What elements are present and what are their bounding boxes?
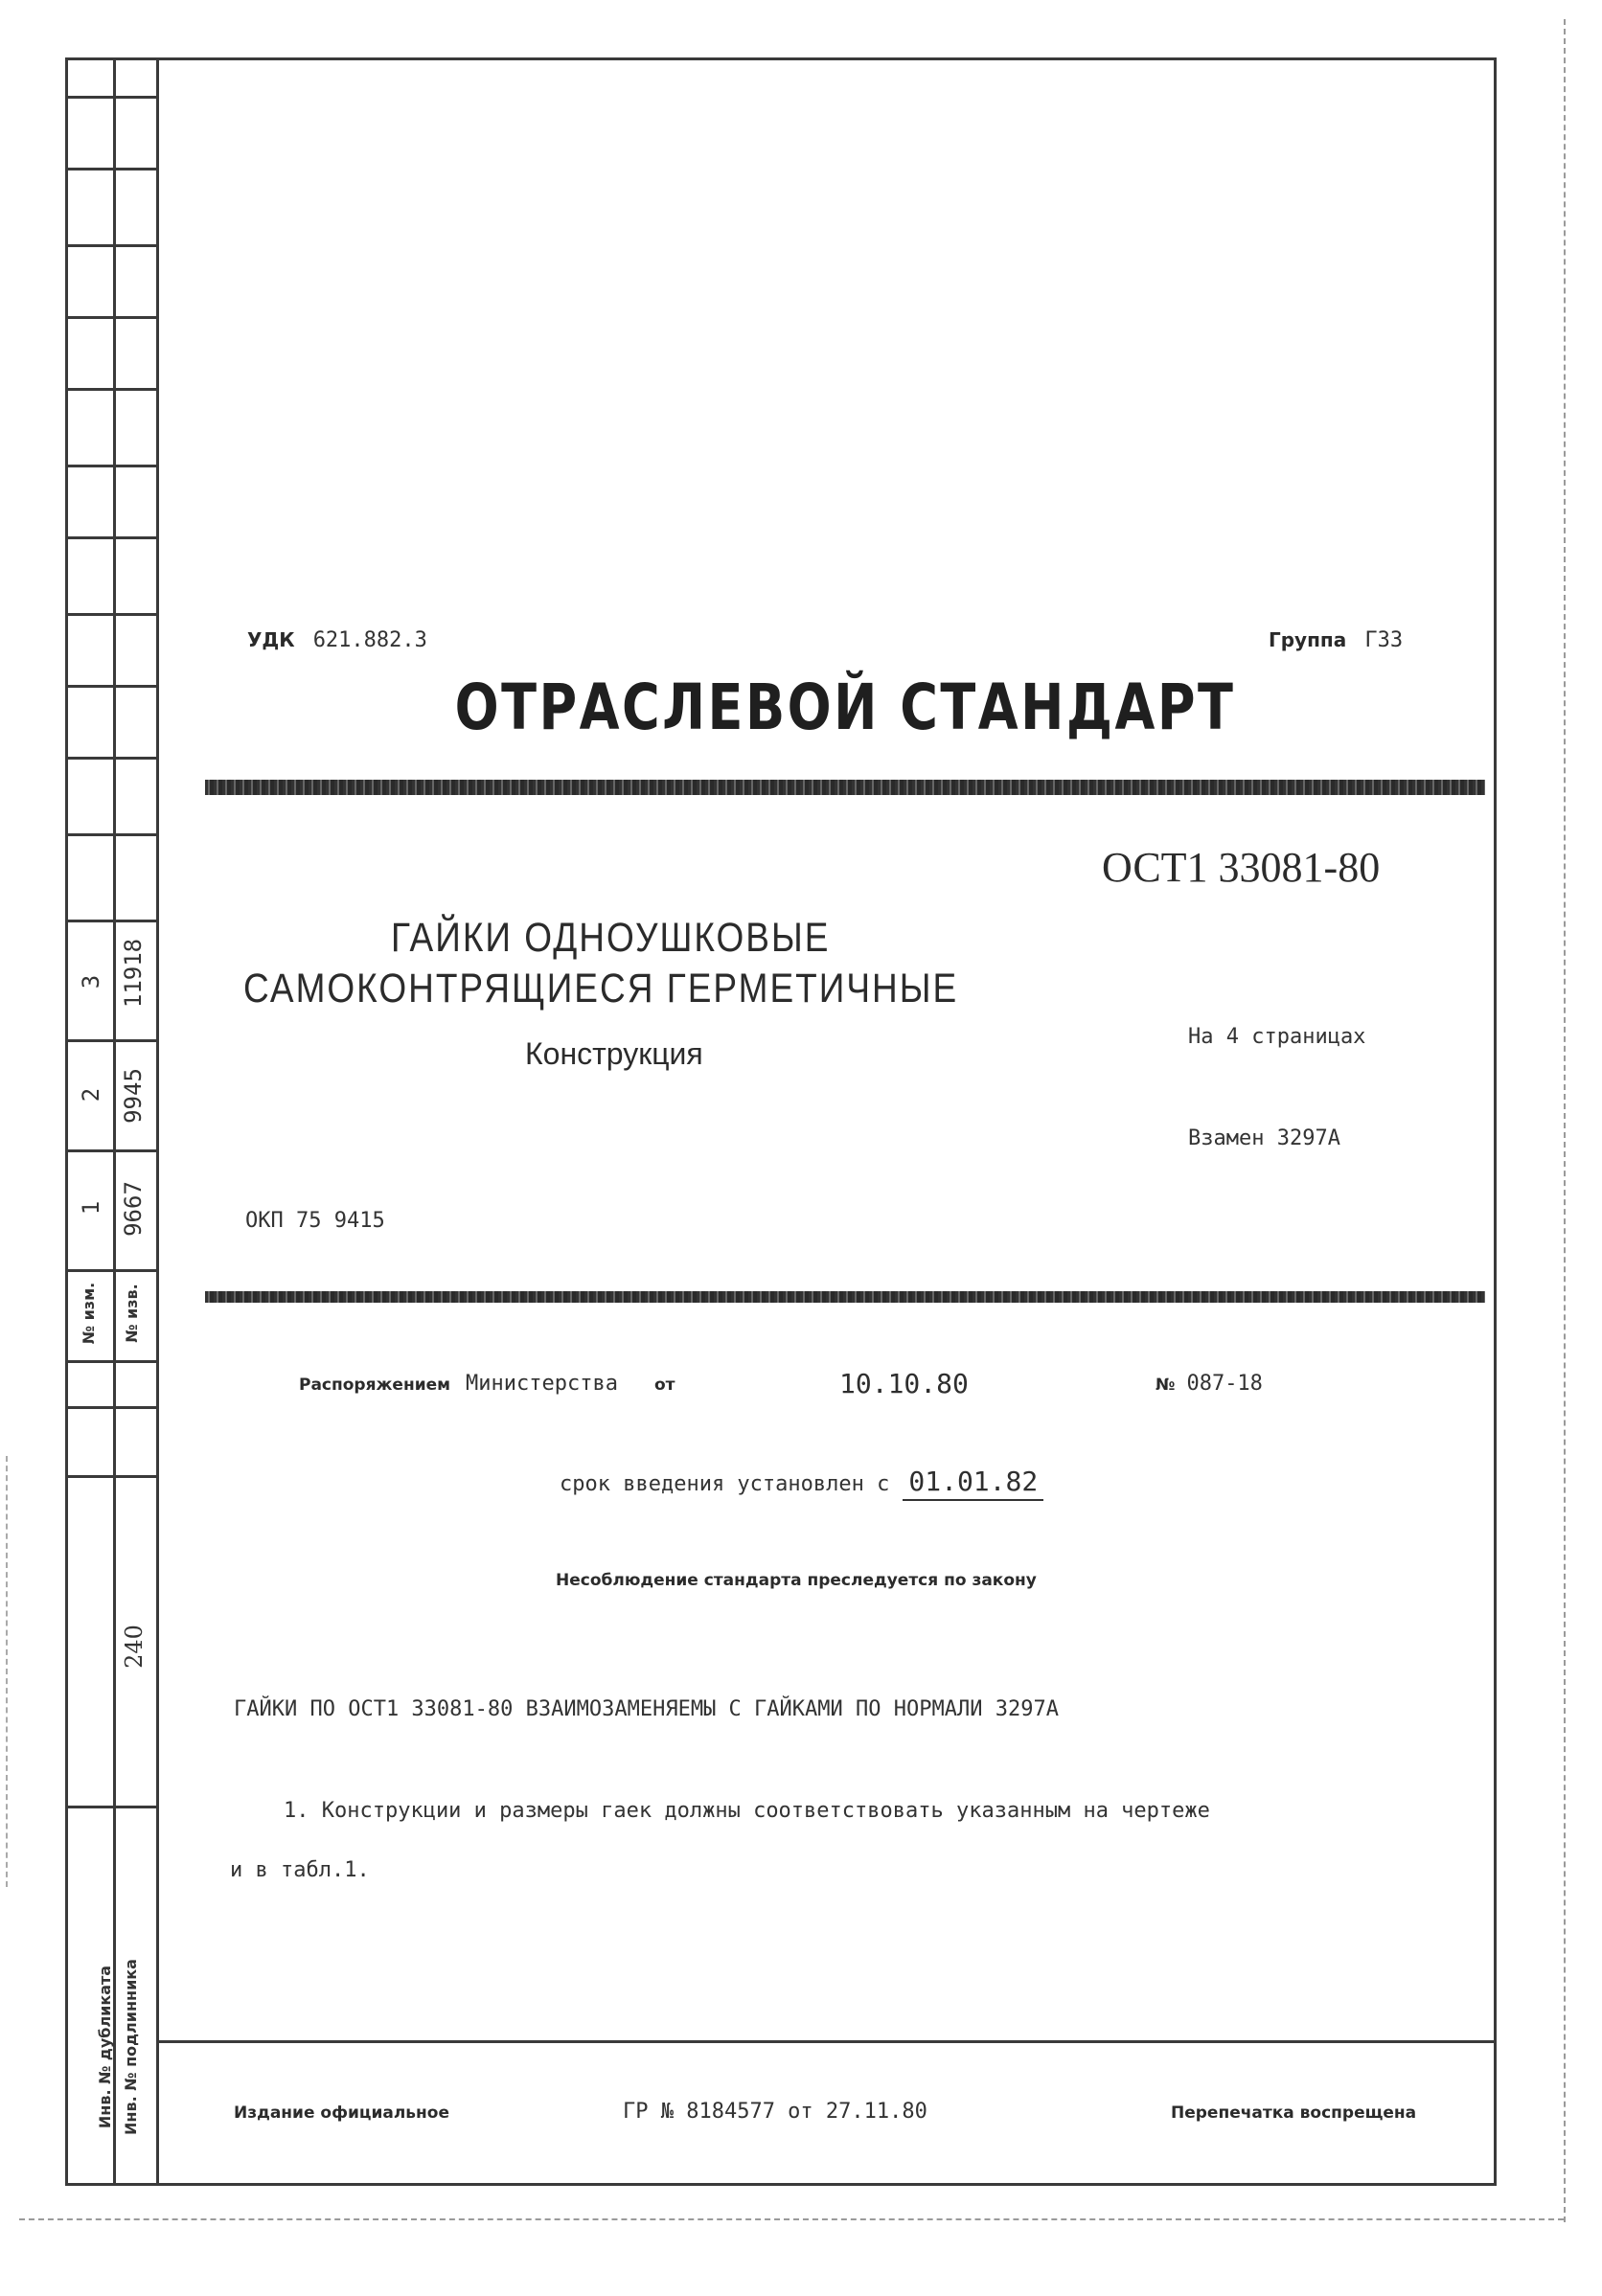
stamp-row-line [65, 1406, 156, 1409]
replaces-note: Взамен 3297А [1188, 1126, 1340, 1150]
standard-subtitle: Конструкция [525, 1036, 703, 1071]
standard-name-line1: ГАЙКИ ОДНОУШКОВЫЕ [391, 915, 831, 961]
paper-edge [6, 1456, 8, 1887]
inventory-original-value: 240 [121, 1625, 148, 1669]
stamp-row-line [65, 757, 156, 760]
revision-number: 1 [78, 1200, 104, 1216]
edition-note: Издание официальное [234, 2103, 450, 2123]
paragraph-1-line1: 1. Конструкции и размеры гаек должны соответствовать указанным на чертеже [284, 1799, 1210, 1823]
group-block [1269, 628, 1403, 652]
revision-number: 2 [78, 1087, 104, 1103]
page-count: На 4 страницах [1188, 1025, 1366, 1049]
revision-number: 3 [78, 974, 104, 989]
inventory-duplicate-label: Инв. № дубликата [96, 1965, 114, 2129]
legal-warning: Несоблюдение стандарта преследуется по закону [556, 1571, 1037, 1590]
effective-line [560, 1466, 1043, 1501]
approval-line [299, 1372, 675, 1396]
paragraph-1-line2: и в табл.1. [230, 1858, 370, 1882]
approval-number-label: № [1156, 1375, 1176, 1395]
notice-number: 9945 [120, 1068, 147, 1124]
stamp-column-divider [113, 57, 116, 2186]
approval-from-label: от [654, 1375, 675, 1395]
stamp-row-line [65, 833, 156, 836]
udk-value: 621.882.3 [312, 628, 427, 652]
stamp-row-line [65, 388, 156, 391]
revision-header: № изм. [80, 1282, 98, 1345]
stamp-row-line [65, 96, 156, 99]
stamp-column-divider [156, 57, 159, 2186]
approval-number: 087-18 [1186, 1372, 1263, 1396]
stamp-row-line [65, 168, 156, 170]
inventory-original-label: Инв. № подлинника [122, 1959, 140, 2135]
ministry-text: Министерства [466, 1372, 618, 1396]
okp-code: ОКП 75 9415 [245, 1209, 385, 1233]
stamp-row-line [65, 1806, 156, 1808]
stamp-row-line [65, 244, 156, 247]
notice-number: 11918 [120, 938, 147, 1009]
header-rule [205, 780, 1485, 795]
paper-edge [19, 2218, 1564, 2220]
notice-header: № изв. [123, 1284, 141, 1343]
effective-text: срок введения установлен с [560, 1472, 890, 1496]
approval-date: 10.10.80 [839, 1368, 969, 1399]
effective-date: 01.01.82 [903, 1466, 1043, 1501]
stamp-row-line [65, 316, 156, 319]
stamp-row-line [65, 536, 156, 539]
section-rule [205, 1291, 1485, 1303]
stamp-row-line [65, 685, 156, 688]
interchange-note: ГАЙКИ ПО ОСТ1 33081-80 ВЗАИМОЗАМЕНЯЕМЫ С ГАЙКАМИ ПО НОРМАЛИ 3297А [234, 1697, 1059, 1721]
stamp-row-line [65, 465, 156, 467]
group-label: Группа [1269, 628, 1347, 651]
standard-number: ОСТ1 33081-80 [1102, 844, 1381, 891]
paper-edge [1564, 19, 1566, 2222]
udk-label: УДК [247, 628, 295, 651]
stamp-row-line [65, 613, 156, 616]
stamp-row-line [65, 1475, 156, 1478]
page-title: ОТРАСЛЕВОЙ СТАНДАРТ [454, 671, 1236, 744]
approval-by-label: Распоряжением [299, 1375, 451, 1395]
approval-number-block [1156, 1372, 1263, 1396]
stamp-row-line [65, 1360, 156, 1363]
udk-block [247, 628, 427, 652]
notice-number: 9667 [120, 1181, 147, 1237]
reprint-note: Перепечатка воспрещена [1171, 2103, 1417, 2123]
footer-rule [156, 2040, 1497, 2043]
group-value: Г33 [1364, 628, 1404, 652]
standard-name-line2: САМОКОНТРЯЩИЕСЯ ГЕРМЕТИЧНЫЕ [243, 966, 959, 1012]
registration-note: ГР № 8184577 от 27.11.80 [623, 2100, 927, 2124]
